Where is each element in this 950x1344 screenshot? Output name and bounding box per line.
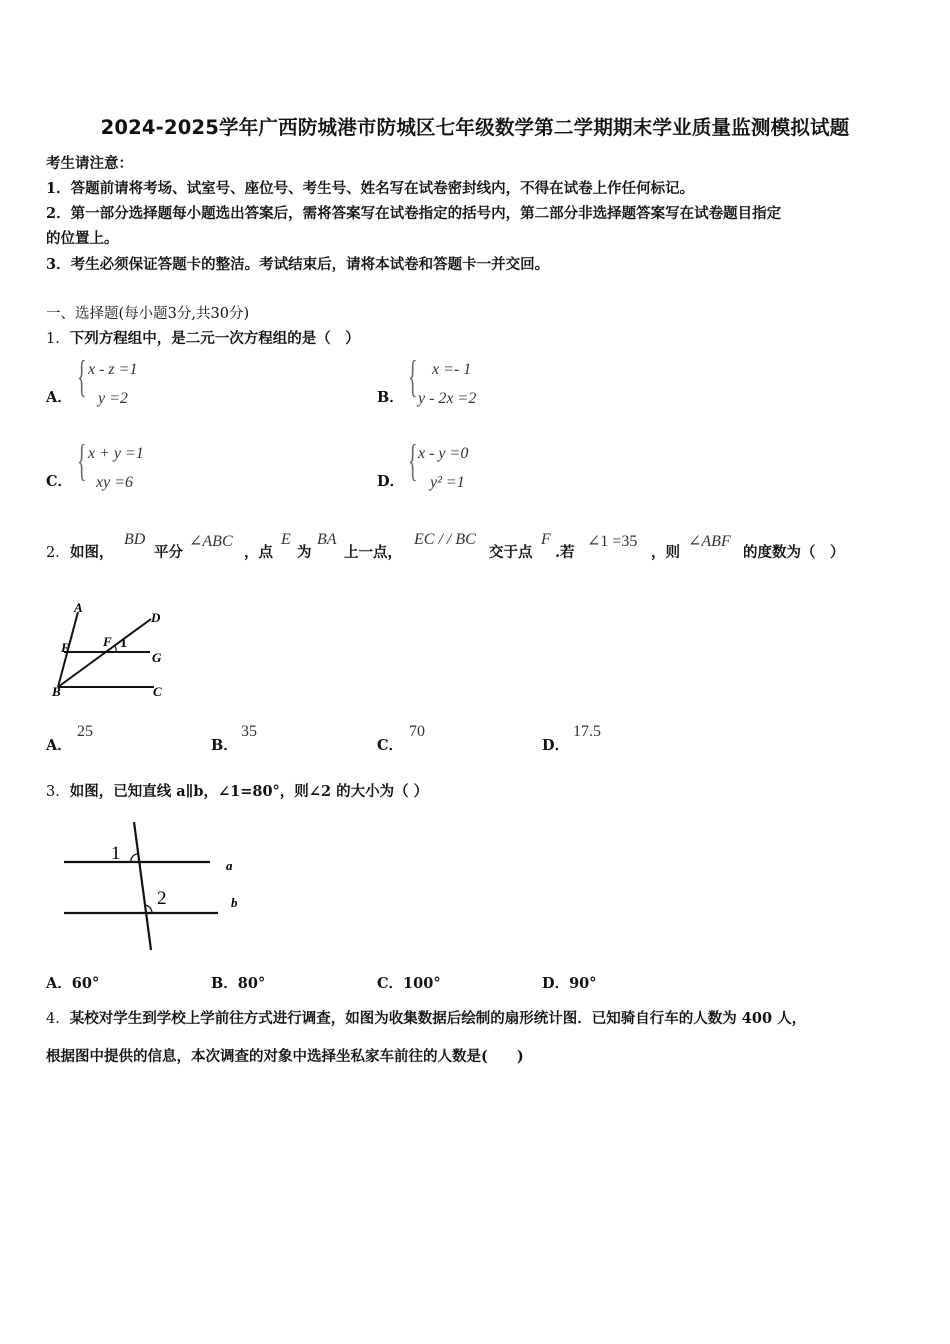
q2-text-4: 为 xyxy=(297,544,312,561)
label-f: F xyxy=(103,634,112,649)
label-b: b xyxy=(231,895,238,910)
q3-option-d xyxy=(542,972,597,993)
q1-option-a-label: A． xyxy=(46,389,72,406)
option-label: C． xyxy=(377,975,404,992)
q2-number: 2． xyxy=(46,545,70,561)
label-2: 2 xyxy=(157,888,167,909)
label-b: B xyxy=(52,684,61,699)
notice-item-1: 1．答题前请将考场、试室号、座位号、考生号、姓名写在试卷密封线内，不得在试卷上作任何标记。 xyxy=(46,180,695,197)
label-g: G xyxy=(152,650,162,665)
q2-text-2: 平分 xyxy=(154,544,183,561)
question-number: 4． xyxy=(46,1011,70,1027)
q1-option-b-eq1: x =- 1 xyxy=(432,361,472,378)
option-value: 80° xyxy=(237,975,266,992)
q2-text-3: ，点 xyxy=(244,544,273,561)
q1-option-b-label: B． xyxy=(377,389,404,406)
angle-1-arc xyxy=(114,645,116,652)
question-text: 某校对学生到学校上学前往方式进行调查，如图为收集数据后绘制的扇形统计图．已知骑自行车的人数为 400 人， xyxy=(69,1010,807,1027)
q1-option-d-eq1: x - y =0 xyxy=(418,445,469,462)
question-4-line-1 xyxy=(46,1007,806,1028)
brace-icon: { xyxy=(408,436,418,485)
label-1: 1 xyxy=(120,636,127,651)
q2-math-5: EC / / BC xyxy=(414,531,476,548)
q2-option-a-value: 25 xyxy=(77,723,93,740)
option-label: D． xyxy=(542,975,570,992)
label-a: A xyxy=(74,600,83,615)
brace-icon: { xyxy=(408,352,418,401)
q1-option-b-eq2: y - 2x =2 xyxy=(418,390,477,407)
label-c: C xyxy=(153,684,162,699)
q2-option-a-label: A． xyxy=(46,737,72,754)
brace-icon: { xyxy=(77,352,87,401)
q3-option-a xyxy=(46,972,99,993)
q2-text-6: 交于点 xyxy=(489,544,533,561)
q2-math-7: ∠1 =35 xyxy=(587,533,638,550)
q2-text-5: 上一点， xyxy=(344,544,402,561)
q2-math-1: BD xyxy=(124,531,146,548)
q2-math-4: BA xyxy=(317,531,337,548)
option-label: B． xyxy=(211,975,238,992)
q2-text-9: 的度数为（ ） xyxy=(743,544,845,561)
brace-icon: { xyxy=(77,436,87,485)
q2-text-1: 如图， xyxy=(70,544,114,561)
q1-option-d-eq2: y² =1 xyxy=(430,474,465,491)
q1-option-d-label: D． xyxy=(377,473,405,490)
notice-item-2: 2．第一部分选择题每小题选出答案后，需将答案写在试卷指定的括号内，第二部分非选择题答案写在试卷题目指定 xyxy=(46,205,782,222)
q2-option-c-label: C． xyxy=(377,737,404,754)
label-1: 1 xyxy=(111,843,121,864)
question-3-stem xyxy=(46,780,428,801)
q1-option-a-eq2: y =2 xyxy=(98,390,128,407)
q2-math-6: F xyxy=(541,531,551,548)
q1-option-c-eq2: xy =6 xyxy=(96,474,133,491)
q2-option-b-value: 35 xyxy=(241,723,257,740)
question-1-stem xyxy=(46,327,360,348)
label-e: E xyxy=(61,640,70,655)
question-text: 下列方程组中，是二元一次方程组的是（ ） xyxy=(69,330,360,347)
q3-option-b xyxy=(211,972,265,993)
q2-option-d-label: D． xyxy=(542,737,570,754)
page-title: 2024-2025学年广西防城港市防城区七年级数学第二学期期末学业质量监测模拟试题 xyxy=(100,116,850,139)
q3-geometry-figure xyxy=(60,818,250,954)
option-value: 60° xyxy=(71,975,100,992)
q1-option-c-eq1: x + y =1 xyxy=(88,445,144,462)
q2-option-c-value: 70 xyxy=(409,723,425,740)
option-value: 90° xyxy=(569,975,597,992)
q2-geometry-figure xyxy=(48,598,178,702)
q1-option-a-eq1: x - z =1 xyxy=(88,361,138,378)
section-heading: 一、选择题(每小题3分,共30分) xyxy=(46,306,250,322)
notice-item-2-cont: 的位置上。 xyxy=(46,230,119,247)
label-a: a xyxy=(226,858,233,873)
q2-math-8: ∠ABF xyxy=(688,533,731,550)
angle-1-arc xyxy=(131,854,138,862)
option-label: A． xyxy=(46,975,72,992)
q2-math-3: E xyxy=(281,531,291,548)
q2-option-b-label: B． xyxy=(211,737,238,754)
label-d: D xyxy=(151,610,161,625)
notice-heading: 考生请注意： xyxy=(46,155,133,172)
question-number: 3． xyxy=(46,784,70,800)
q3-option-c xyxy=(377,972,441,993)
q2-text-7: .若 xyxy=(555,544,575,561)
question-number: 1． xyxy=(46,331,70,347)
question-text: 如图，已知直线 a∥b，∠1=80°，则∠2 的大小为（ ） xyxy=(69,783,429,800)
notice-item-3: 3．考生必须保证答题卡的整洁。考试结束后，请将本试卷和答题卡一并交回。 xyxy=(46,256,550,273)
q1-option-c-label: C． xyxy=(46,473,73,490)
option-value: 100° xyxy=(403,975,441,992)
transversal xyxy=(134,822,151,950)
q2-option-d-value: 17.5 xyxy=(573,723,601,740)
question-4-line-2: 根据图中提供的信息，本次调查的对象中选择坐私家车前往的人数是( ) xyxy=(46,1048,524,1065)
q2-text-8: ，则 xyxy=(651,544,680,561)
q2-math-2: ∠ABC xyxy=(189,533,233,550)
